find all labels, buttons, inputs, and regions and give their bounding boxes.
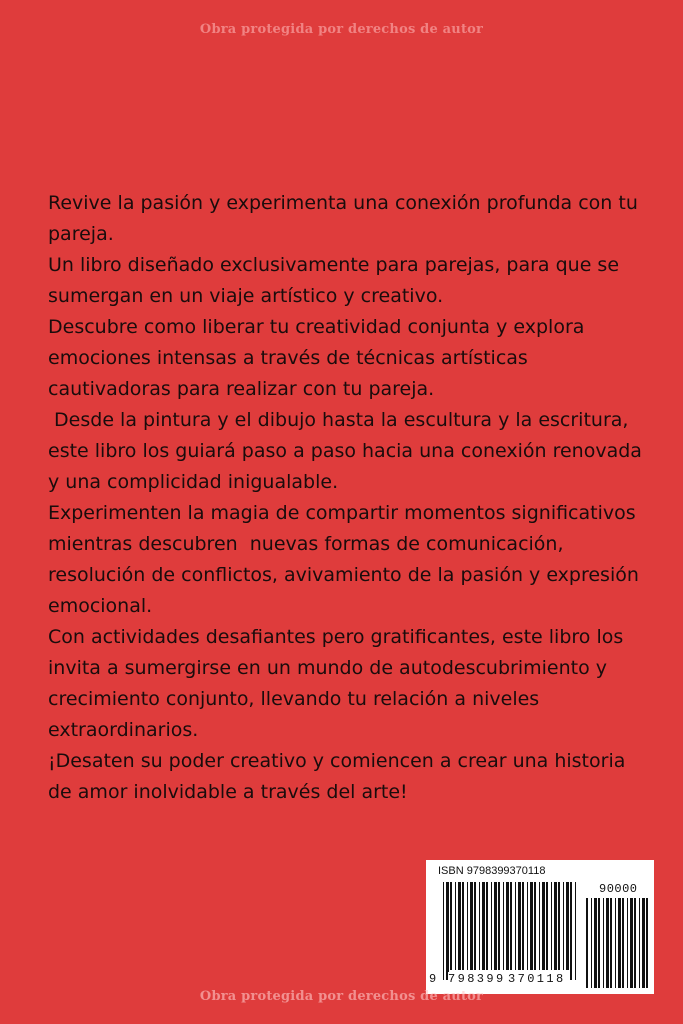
barcode-bar: [646, 898, 648, 988]
barcode-bar: [479, 882, 480, 970]
barcode-bar: [603, 898, 604, 988]
barcode-bar: [455, 882, 456, 970]
barcode-bar: [610, 898, 612, 988]
price-code: 90000: [599, 882, 638, 896]
copyright-watermark-bottom: Obra protegida por derechos de autor: [199, 989, 484, 1004]
barcode-bar: [591, 898, 592, 988]
barcode-bar: [450, 882, 452, 970]
barcode-digit-first: 9: [429, 972, 437, 986]
blurb-paragraph: ¡Desaten su poder creativo y comiencen a crear una historia de amor inolvidable a través del arte!: [48, 750, 632, 803]
blurb-paragraph: Descubre como liberar tu creatividad conjunta y explora emociones intensas a través de técnicas artísticas cautivadoras para realizar con tu pareja.: [48, 316, 591, 400]
barcode-bar: [506, 882, 509, 970]
barcode-digits-right: 370118: [508, 972, 566, 986]
barcode-bar: [586, 898, 588, 988]
barcode-bar: [498, 882, 500, 970]
barcode-bar: [554, 882, 557, 970]
barcode-bar: [598, 898, 600, 988]
barcode-bar: [515, 882, 516, 970]
isbn-barcode-box: [426, 860, 654, 994]
barcode-bar: [566, 882, 569, 970]
barcode-bar: [627, 898, 628, 988]
barcode-bar: [606, 898, 609, 988]
barcode-bar: [618, 898, 621, 988]
barcode-bar: [551, 882, 552, 970]
barcode-bar: [491, 882, 492, 970]
barcode-bar: [634, 898, 636, 988]
blurb-text: [48, 188, 648, 808]
barcode-bar: [530, 882, 533, 970]
blurb-paragraph: Desde la pintura y el dibujo hasta la escultura y la escritura, este libro los guiará paso a paso hacia una conexión renovada y una complicidad inigualable.: [48, 409, 648, 493]
barcode-bar: [639, 898, 640, 988]
barcode-bar: [622, 898, 624, 988]
barcode-bar: [546, 882, 548, 970]
barcode-bar: [458, 882, 461, 970]
barcode-bar: [527, 882, 528, 970]
barcode-bar: [446, 882, 449, 980]
isbn-label: ISBN 9798399370118: [438, 865, 546, 877]
barcode-bar: [570, 882, 572, 980]
barcode-bar: [534, 882, 536, 970]
barcode-bar: [474, 882, 476, 970]
blurb-paragraph: Con actividades desafiantes pero gratificantes, este libro los invita a sumergirse en un mundo de autodescubrimiento y crecimiento conjunto, llevando tu relación a niveles extraordinarios.: [48, 626, 630, 741]
barcode-bar: [563, 882, 564, 970]
blurb-paragraph: Revive la pasión y experimenta una conexión profunda con tu pareja.: [48, 192, 644, 245]
barcode-bar: [443, 882, 444, 980]
barcode-bar: [503, 882, 504, 970]
barcode-bar: [542, 882, 545, 970]
barcode-bar: [510, 882, 512, 970]
barcode-bar: [539, 882, 540, 970]
barcode-bar: [522, 882, 524, 970]
barcode-bar: [518, 882, 521, 970]
barcode-bar: [594, 898, 597, 988]
barcode-bar: [615, 898, 616, 988]
barcode-bar: [467, 882, 468, 970]
blurb-paragraph: Un libro diseñado exclusivamente para parejas, para que se sumergan en un viaje artístico y creativo.: [48, 254, 626, 307]
barcode-bar: [630, 898, 633, 988]
blurb-paragraph: Experimenten la magia de compartir momentos significativos mientras descubren nuevas formas de comunicación, resolución de conflictos, avivamiento de la pasión y expresión emocional.: [48, 502, 645, 617]
barcode-bar: [482, 882, 485, 970]
barcode-bar: [642, 898, 645, 988]
barcode-bar: [470, 882, 473, 970]
barcode-bar: [558, 882, 560, 970]
barcode-bar: [575, 882, 576, 980]
barcode-bar: [494, 882, 497, 970]
barcode-bar: [486, 882, 488, 970]
barcode-bar: [462, 882, 464, 970]
copyright-watermark-top: Obra protegida por derechos de autor: [199, 22, 484, 37]
barcode-digits-left: 798399: [448, 972, 506, 986]
